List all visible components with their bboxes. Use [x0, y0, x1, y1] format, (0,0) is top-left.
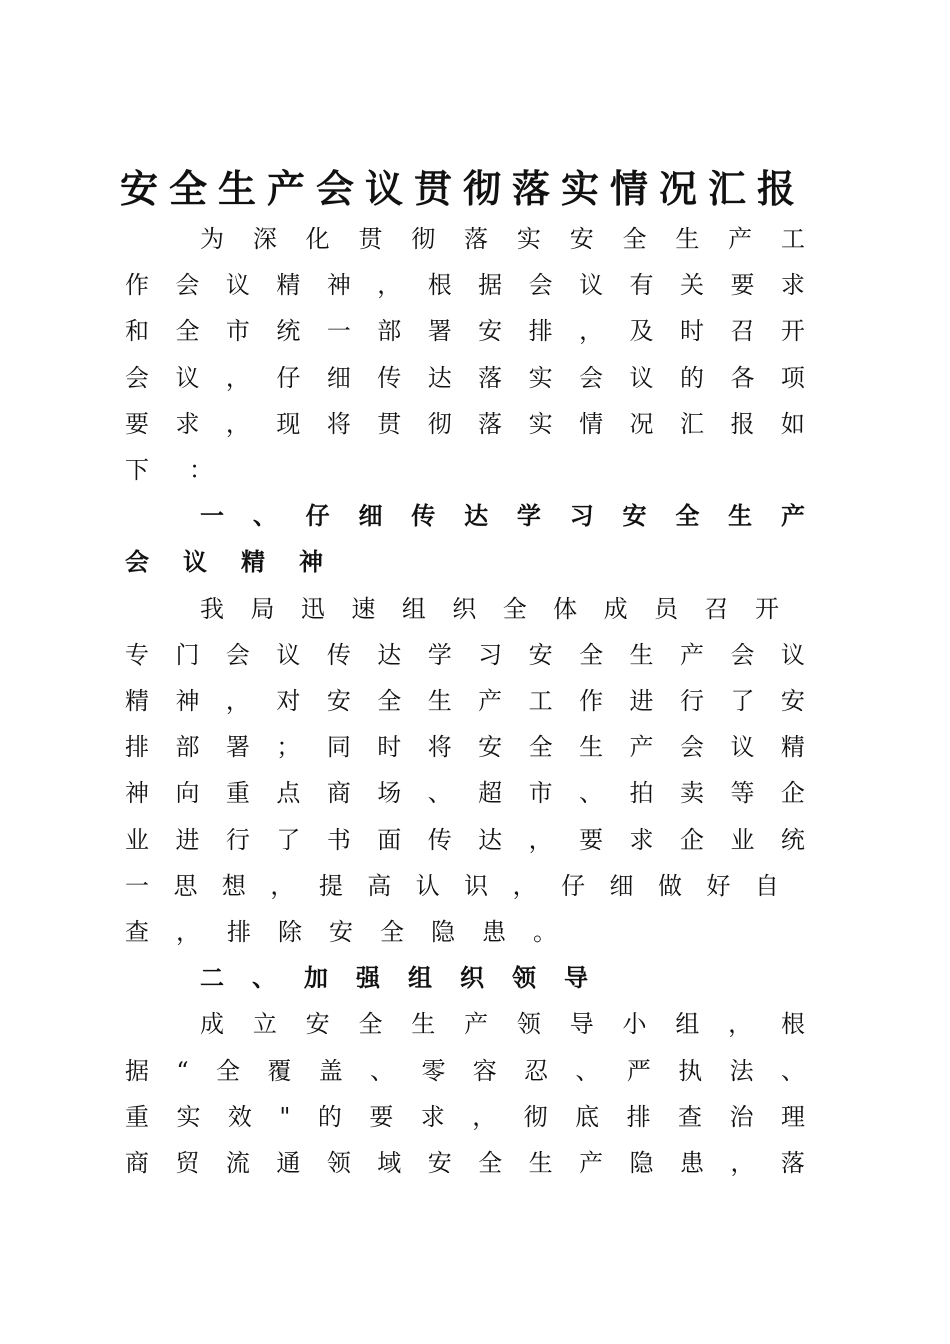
paragraph-line: 神 向 重 点 商 场 、 超 市 、 拍 卖 等 企	[125, 779, 805, 808]
paragraph-line: 商 贸 流 通 领 域 安 全 生 产 隐 患 ， 落	[125, 1149, 805, 1177]
section-heading-line: 一 、 仔 细 传 达 学 习 安 全 生 产	[200, 501, 805, 531]
section-heading-line: 二 、 加 强 组 织 领 导	[200, 963, 588, 993]
paragraph-line: 据 “ 全 覆 盖 、 零 容 忍 、 严 执 法 、	[125, 1056, 805, 1085]
paragraph-line: 一 思 想 ， 提 高 认 识 ， 仔 细 做 好 自	[125, 871, 779, 900]
paragraph-line: 查 ， 排 除 安 全 隐 患 。	[125, 918, 557, 946]
paragraph-line: 为 深 化 贯 彻 落 实 安 全 生 产 工	[200, 225, 805, 253]
document-title: 安全生产会议贯彻落实情况汇报	[120, 166, 807, 211]
paragraph-line: 和 全 市 统 一 部 署 安 排 ， 及 时 召 开	[125, 317, 805, 346]
paragraph-line: 业 进 行 了 书 面 传 达 ， 要 求 企 业 统	[125, 825, 805, 854]
paragraph-line: 会 议 ， 仔 细 传 达 落 实 会 议 的 各 项	[125, 363, 805, 392]
paragraph-line: 作 会 议 精 神 ， 根 据 会 议 有 关 要 求	[125, 271, 805, 300]
paragraph-line: 下 ：	[125, 456, 213, 484]
paragraph-line: 要 求 ， 现 将 贯 彻 落 实 情 况 汇 报 如	[125, 409, 805, 438]
section-heading-line: 会 议 精 神	[125, 547, 323, 577]
paragraph-line: 排 部 署 ； 同 时 将 安 全 生 产 会 议 精	[125, 733, 805, 762]
paragraph-line: 重 实 效 " 的 要 求 ， 彻 底 排 查 治 理	[125, 1102, 805, 1131]
paragraph-line: 精 神 ， 对 安 全 生 产 工 作 进 行 了 安	[125, 687, 805, 715]
paragraph-line: 成 立 安 全 生 产 领 导 小 组 ， 根	[200, 1010, 805, 1039]
paragraph-line: 我 局 迅 速 组 织 全 体 成 员 召 开	[200, 594, 779, 623]
paragraph-line: 专 门 会 议 传 达 学 习 安 全 生 产 会 议	[125, 640, 805, 669]
